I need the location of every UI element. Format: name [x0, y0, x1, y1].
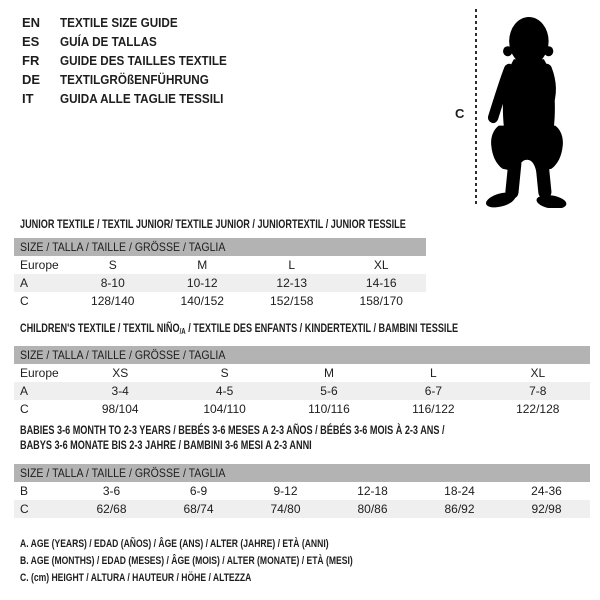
- size-header-band: [14, 238, 426, 256]
- language-code: ES: [22, 34, 40, 49]
- babies-title-line2: BABYS 3-6 MONATE BIS 2-3 JAHRE / BAMBINI 3-6 MESI A 2-3 ANNI: [20, 438, 312, 452]
- language-code: FR: [22, 53, 40, 68]
- size-cell: 3-4: [111, 384, 129, 398]
- legend-line-c: C. (cm) HEIGHT / ALTURA / HAUTEUR / HÖHE / ALTEZZA: [20, 572, 252, 584]
- size-cell: 24-36: [531, 484, 562, 498]
- language-code: EN: [22, 15, 41, 30]
- size-table-row: [14, 274, 426, 292]
- size-cell: 12-13: [276, 276, 308, 290]
- size-header-band: [14, 464, 590, 482]
- size-table-row: [14, 382, 590, 400]
- baby-silhouette-icon: [480, 7, 574, 208]
- size-cell: 98/104: [101, 402, 139, 416]
- size-cell: 6-7: [424, 384, 443, 398]
- size-cell: 140/152: [180, 294, 224, 308]
- size-cell: 80/86: [357, 502, 388, 516]
- size-cell: 10-12: [186, 276, 218, 290]
- size-cell: 92/98: [531, 502, 562, 516]
- size-table-row: [14, 364, 590, 382]
- row-label: C: [20, 402, 29, 416]
- babies-section-title: [20, 423, 579, 453]
- size-cell: 62/68: [96, 502, 127, 516]
- children-title-subscript: /A: [179, 327, 186, 336]
- language-row: [22, 32, 245, 51]
- language-title: TEXTILGRÖßENFÜHRUNG: [60, 72, 209, 87]
- size-cell: XL: [530, 366, 546, 380]
- row-label: A: [20, 384, 29, 398]
- size-cell: 3-6: [102, 484, 121, 498]
- size-cell: 6-9: [189, 484, 208, 498]
- language-row: [22, 89, 245, 108]
- size-cell: 12-18: [357, 484, 388, 498]
- size-cell: M: [323, 366, 334, 380]
- size-cell: 4-5: [215, 384, 234, 398]
- size-cell: 116/122: [412, 402, 455, 416]
- size-cell: 158/170: [359, 294, 403, 308]
- language-title: GUÍA DE TALLAS: [60, 34, 157, 49]
- row-label: A: [20, 276, 29, 290]
- size-cell: L: [288, 258, 296, 272]
- size-cell: XS: [112, 366, 129, 380]
- size-cell: 14-16: [365, 276, 397, 290]
- legend-line-b: B. AGE (MONTHS) / EDAD (MESES) / ÂGE (MOIS) / ALTER (MONATE) / ETÀ (MESI): [20, 555, 353, 567]
- size-cell: 9-12: [273, 484, 298, 498]
- language-row: [22, 13, 245, 32]
- babies-size-table: [14, 464, 590, 518]
- row-label: B: [20, 484, 29, 498]
- language-code: DE: [22, 72, 41, 87]
- height-measure-label: C: [455, 106, 465, 121]
- junior-size-table: [14, 238, 426, 310]
- junior-section-title: [20, 217, 528, 232]
- size-cell: 8-10: [100, 276, 125, 290]
- children-size-table: [14, 346, 590, 418]
- size-table-row: [14, 482, 590, 500]
- size-cell: XL: [373, 258, 389, 272]
- size-cell: S: [108, 258, 117, 272]
- legend-line-a: A. AGE (YEARS) / EDAD (AÑOS) / ÂGE (ANS) / ALTER (JAHRE) / ETÀ (ANNI): [20, 538, 329, 550]
- size-cell: 104/110: [203, 402, 246, 416]
- row-label: C: [20, 502, 29, 516]
- row-label: Europe: [20, 258, 59, 272]
- size-cell: 152/158: [270, 294, 314, 308]
- size-table-row: [14, 292, 426, 310]
- language-title: GUIDE DES TAILLES TEXTILE: [60, 53, 227, 68]
- size-cell: 110/116: [308, 402, 350, 416]
- size-header-band: [14, 346, 590, 364]
- size-cell: 74/80: [270, 502, 301, 516]
- children-title-pre: CHILDREN'S TEXTILE / TEXTIL NIÑO: [20, 321, 180, 335]
- size-cell: S: [220, 366, 229, 380]
- measurement-legend: [20, 536, 447, 587]
- size-header-text: SIZE / TALLA / TAILLE / GRÖSSE / TAGLIA: [20, 466, 226, 480]
- size-header-text: SIZE / TALLA / TAILLE / GRÖSSE / TAGLIA: [20, 240, 226, 254]
- children-title-post: / TEXTILE DES ENFANTS / KINDERTEXTIL / BAMBINI TESSILE: [185, 321, 459, 335]
- children-section-title: [20, 321, 596, 339]
- babies-title-line1: BABIES 3-6 MONTH TO 2-3 YEARS / BEBÉS 3-6 MESES A 2-3 AÑOS / BÉBÉS 3-6 MOIS À 2-3 ANS /: [20, 423, 445, 437]
- row-label: C: [20, 294, 29, 308]
- size-table-row: [14, 400, 590, 418]
- language-header: [22, 13, 245, 108]
- size-header-text: SIZE / TALLA / TAILLE / GRÖSSE / TAGLIA: [20, 348, 226, 362]
- size-cell: 122/128: [516, 402, 560, 416]
- size-cell: 18-24: [444, 484, 475, 498]
- size-table-row: [14, 500, 590, 518]
- size-cell: 86/92: [444, 502, 475, 516]
- size-cell: 68/74: [183, 502, 214, 516]
- language-code: IT: [22, 91, 34, 106]
- size-table-row: [14, 256, 426, 274]
- language-row: [22, 51, 245, 70]
- size-cell: 7-8: [529, 384, 547, 398]
- language-title: GUIDA ALLE TAGLIE TESSILI: [60, 91, 224, 106]
- language-row: [22, 70, 245, 89]
- size-cell: M: [197, 258, 208, 272]
- junior-section-title-text: JUNIOR TEXTILE / TEXTIL JUNIOR/ TEXTILE JUNIOR / JUNIORTEXTIL / JUNIOR TESSILE: [20, 217, 406, 231]
- row-label: Europe: [20, 366, 59, 380]
- size-cell: L: [430, 366, 437, 380]
- size-cell: 5-6: [320, 384, 338, 398]
- size-cell: 128/140: [91, 294, 135, 308]
- children-section-title-text: [20, 321, 458, 339]
- height-measure-dotted-line: [475, 9, 477, 207]
- language-title: TEXTILE SIZE GUIDE: [60, 15, 178, 30]
